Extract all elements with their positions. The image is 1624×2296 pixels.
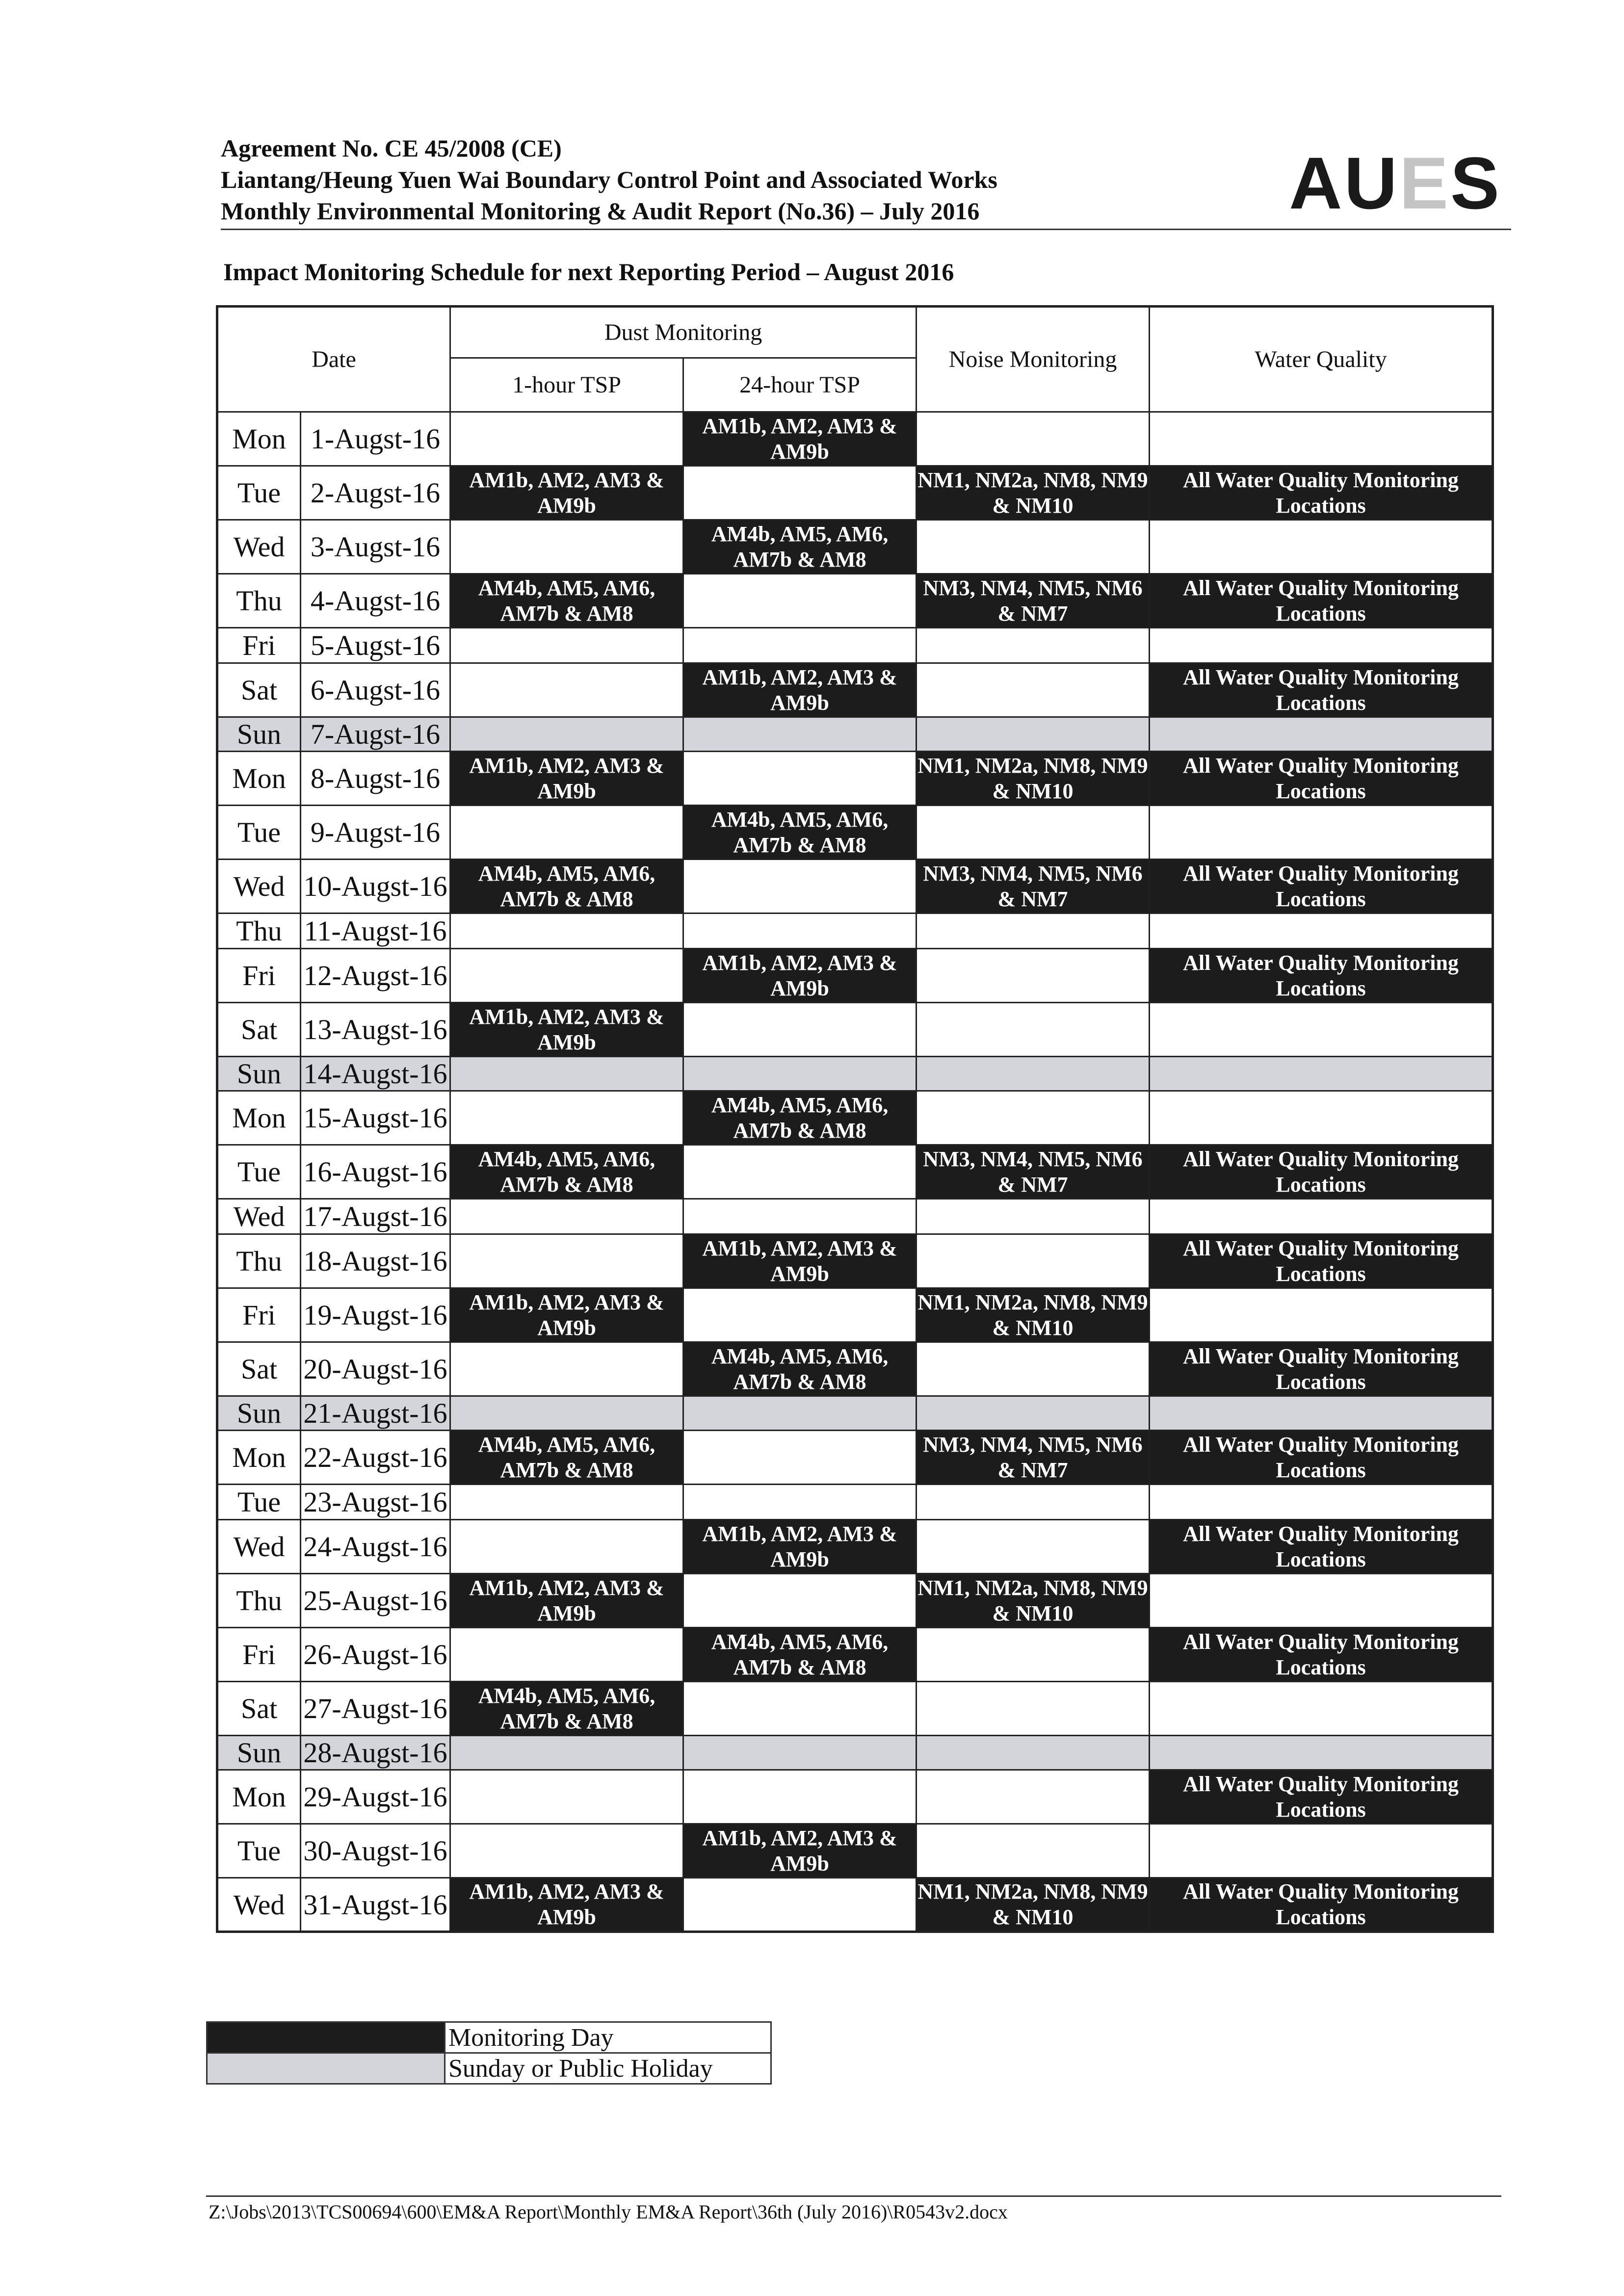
noise-cell — [917, 913, 1150, 949]
tsp1-cell — [450, 717, 683, 752]
water-cell — [1150, 1485, 1493, 1520]
date-cell: 20-Augst-16 — [301, 1342, 450, 1396]
schedule-row — [217, 1485, 1493, 1520]
file-path-footer: Z:\Jobs\2013\TCS00694\600\EM&A Report\Monthly EM&A Report\36th (July 2016)\R0543v2.docx — [209, 2201, 1008, 2223]
water-cell — [1150, 1682, 1493, 1736]
schedule-row — [217, 752, 1493, 806]
schedule-body — [217, 412, 1493, 1932]
noise-cell — [917, 1342, 1150, 1396]
day-cell: Tue — [217, 1485, 301, 1520]
noise-cell — [917, 1628, 1150, 1682]
date-cell: 19-Augst-16 — [301, 1288, 450, 1342]
tsp1-cell: AM1b, AM2, AM3 & AM9b — [450, 1288, 683, 1342]
noise-cell — [917, 1057, 1150, 1091]
day-cell: Wed — [217, 860, 301, 913]
water-cell: All Water Quality Monitoring Locations — [1150, 574, 1493, 628]
noise-cell: NM1, NM2a, NM8, NM9 & NM10 — [917, 1878, 1150, 1932]
water-cell — [1150, 1057, 1493, 1091]
tsp1-cell — [450, 628, 683, 663]
water-cell — [1150, 806, 1493, 860]
day-cell: Wed — [217, 520, 301, 574]
schedule-row — [217, 1145, 1493, 1199]
tsp1-cell — [450, 806, 683, 860]
date-cell: 23-Augst-16 — [301, 1485, 450, 1520]
water-cell: All Water Quality Monitoring Locations — [1150, 1431, 1493, 1485]
day-cell: Sat — [217, 1342, 301, 1396]
tsp1-cell: AM4b, AM5, AM6, AM7b & AM8 — [450, 860, 683, 913]
day-cell: Mon — [217, 1770, 301, 1824]
noise-cell: NM3, NM4, NM5, NM6 & NM7 — [917, 860, 1150, 913]
tsp24-cell — [683, 717, 917, 752]
day-cell: Mon — [217, 752, 301, 806]
header-dust-monitoring: Dust Monitoring — [450, 307, 917, 358]
day-cell: Thu — [217, 913, 301, 949]
noise-cell: NM3, NM4, NM5, NM6 & NM7 — [917, 574, 1150, 628]
day-cell: Wed — [217, 1878, 301, 1932]
water-cell: All Water Quality Monitoring Locations — [1150, 1878, 1493, 1932]
schedule-row — [217, 1057, 1493, 1091]
day-cell: Sun — [217, 1057, 301, 1091]
tsp24-cell: AM4b, AM5, AM6, AM7b & AM8 — [683, 806, 917, 860]
schedule-row — [217, 1824, 1493, 1878]
tsp24-cell — [683, 1736, 917, 1770]
water-cell: All Water Quality Monitoring Locations — [1150, 1770, 1493, 1824]
tsp24-cell: AM4b, AM5, AM6, AM7b & AM8 — [683, 520, 917, 574]
date-cell: 14-Augst-16 — [301, 1057, 450, 1091]
tsp1-cell — [450, 949, 683, 1003]
water-cell: All Water Quality Monitoring Locations — [1150, 1628, 1493, 1682]
tsp1-cell: AM4b, AM5, AM6, AM7b & AM8 — [450, 1682, 683, 1736]
date-cell: 17-Augst-16 — [301, 1199, 450, 1234]
water-cell: All Water Quality Monitoring Locations — [1150, 663, 1493, 717]
noise-cell — [917, 412, 1150, 466]
noise-cell: NM3, NM4, NM5, NM6 & NM7 — [917, 1431, 1150, 1485]
tsp24-cell — [683, 1288, 917, 1342]
tsp24-cell — [683, 1485, 917, 1520]
report-title: Monthly Environmental Monitoring & Audit Report (No.36) – July 2016 — [221, 197, 980, 225]
water-cell — [1150, 1003, 1493, 1057]
water-cell — [1150, 1574, 1493, 1628]
header-24hour-tsp: 24-hour TSP — [683, 358, 917, 412]
noise-cell — [917, 806, 1150, 860]
schedule-row — [217, 1199, 1493, 1234]
noise-cell: NM1, NM2a, NM8, NM9 & NM10 — [917, 752, 1150, 806]
water-cell — [1150, 717, 1493, 752]
legend-swatch-monitoring — [207, 2022, 445, 2053]
tsp1-cell: AM1b, AM2, AM3 & AM9b — [450, 1878, 683, 1932]
tsp1-cell — [450, 1396, 683, 1431]
date-cell: 26-Augst-16 — [301, 1628, 450, 1682]
noise-cell: NM1, NM2a, NM8, NM9 & NM10 — [917, 1574, 1150, 1628]
noise-cell — [917, 1770, 1150, 1824]
water-cell — [1150, 520, 1493, 574]
day-cell: Fri — [217, 1628, 301, 1682]
schedule-row — [217, 628, 1493, 663]
tsp24-cell: AM1b, AM2, AM3 & AM9b — [683, 1234, 917, 1288]
schedule-row — [217, 1003, 1493, 1057]
date-cell: 12-Augst-16 — [301, 949, 450, 1003]
tsp24-cell — [683, 574, 917, 628]
tsp1-cell — [450, 1342, 683, 1396]
tsp1-cell — [450, 1091, 683, 1145]
tsp1-cell — [450, 1736, 683, 1770]
tsp24-cell — [683, 860, 917, 913]
tsp24-cell: AM4b, AM5, AM6, AM7b & AM8 — [683, 1091, 917, 1145]
noise-cell — [917, 1824, 1150, 1878]
noise-cell — [917, 1485, 1150, 1520]
day-cell: Tue — [217, 466, 301, 520]
footer-divider — [206, 2195, 1501, 2197]
date-cell: 15-Augst-16 — [301, 1091, 450, 1145]
header-noise-monitoring: Noise Monitoring — [917, 307, 1150, 412]
schedule-row — [217, 1574, 1493, 1628]
tsp1-cell: AM4b, AM5, AM6, AM7b & AM8 — [450, 1145, 683, 1199]
date-cell: 2-Augst-16 — [301, 466, 450, 520]
tsp1-cell — [450, 1199, 683, 1234]
tsp24-cell: AM1b, AM2, AM3 & AM9b — [683, 949, 917, 1003]
day-cell: Thu — [217, 574, 301, 628]
date-cell: 4-Augst-16 — [301, 574, 450, 628]
schedule-row — [217, 913, 1493, 949]
legend-label-monitoring: Monitoring Day — [445, 2022, 771, 2053]
schedule-row — [217, 1770, 1493, 1824]
day-cell: Sat — [217, 1003, 301, 1057]
schedule-row — [217, 1628, 1493, 1682]
date-cell: 7-Augst-16 — [301, 717, 450, 752]
day-cell: Sun — [217, 1736, 301, 1770]
tsp24-cell — [683, 1770, 917, 1824]
tsp1-cell — [450, 1485, 683, 1520]
date-cell: 5-Augst-16 — [301, 628, 450, 663]
schedule-row — [217, 1288, 1493, 1342]
day-cell: Sat — [217, 663, 301, 717]
date-cell: 1-Augst-16 — [301, 412, 450, 466]
date-cell: 29-Augst-16 — [301, 1770, 450, 1824]
tsp1-cell — [450, 520, 683, 574]
day-cell: Mon — [217, 1431, 301, 1485]
date-cell: 31-Augst-16 — [301, 1878, 450, 1932]
schedule-row — [217, 574, 1493, 628]
tsp24-cell — [683, 1878, 917, 1932]
schedule-row — [217, 1342, 1493, 1396]
noise-cell: NM1, NM2a, NM8, NM9 & NM10 — [917, 1288, 1150, 1342]
water-cell — [1150, 1736, 1493, 1770]
day-cell: Wed — [217, 1520, 301, 1574]
day-cell: Thu — [217, 1234, 301, 1288]
day-cell: Fri — [217, 949, 301, 1003]
schedule-row — [217, 806, 1493, 860]
tsp1-cell — [450, 1628, 683, 1682]
header-date: Date — [217, 307, 450, 412]
noise-cell — [917, 949, 1150, 1003]
date-cell: 10-Augst-16 — [301, 860, 450, 913]
tsp24-cell: AM1b, AM2, AM3 & AM9b — [683, 1824, 917, 1878]
date-cell: 8-Augst-16 — [301, 752, 450, 806]
tsp1-cell: AM4b, AM5, AM6, AM7b & AM8 — [450, 574, 683, 628]
schedule-row — [217, 860, 1493, 913]
project-title: Liantang/Heung Yuen Wai Boundary Control Point and Associated Works — [221, 166, 997, 193]
schedule-row — [217, 1520, 1493, 1574]
date-cell: 11-Augst-16 — [301, 913, 450, 949]
aues-logo — [1289, 142, 1501, 224]
tsp1-cell — [450, 1520, 683, 1574]
schedule-row — [217, 1234, 1493, 1288]
noise-cell — [917, 717, 1150, 752]
tsp24-cell — [683, 466, 917, 520]
noise-cell — [917, 1091, 1150, 1145]
tsp1-cell — [450, 1057, 683, 1091]
schedule-row — [217, 1396, 1493, 1431]
water-cell: All Water Quality Monitoring Locations — [1150, 1234, 1493, 1288]
schedule-row — [217, 520, 1493, 574]
date-cell: 27-Augst-16 — [301, 1682, 450, 1736]
tsp24-cell — [683, 1431, 917, 1485]
water-cell: All Water Quality Monitoring Locations — [1150, 949, 1493, 1003]
noise-cell — [917, 663, 1150, 717]
tsp1-cell — [450, 1770, 683, 1824]
monitoring-schedule-table — [216, 305, 1494, 1933]
tsp1-cell: AM1b, AM2, AM3 & AM9b — [450, 466, 683, 520]
legend-swatch-holiday — [207, 2053, 445, 2084]
day-cell: Tue — [217, 806, 301, 860]
day-cell: Mon — [217, 412, 301, 466]
noise-cell: NM3, NM4, NM5, NM6 & NM7 — [917, 1145, 1150, 1199]
tsp24-cell — [683, 1199, 917, 1234]
water-cell — [1150, 1396, 1493, 1431]
water-cell — [1150, 1824, 1493, 1878]
schedule-row — [217, 466, 1493, 520]
tsp1-cell: AM4b, AM5, AM6, AM7b & AM8 — [450, 1431, 683, 1485]
noise-cell — [917, 1682, 1150, 1736]
legend-label-holiday: Sunday or Public Holiday — [445, 2053, 771, 2084]
noise-cell — [917, 1003, 1150, 1057]
noise-cell — [917, 1234, 1150, 1288]
schedule-title: Impact Monitoring Schedule for next Reporting Period – August 2016 — [223, 258, 954, 286]
date-cell: 3-Augst-16 — [301, 520, 450, 574]
tsp1-cell — [450, 663, 683, 717]
tsp24-cell: AM1b, AM2, AM3 & AM9b — [683, 412, 917, 466]
schedule-row — [217, 1431, 1493, 1485]
water-cell: All Water Quality Monitoring Locations — [1150, 860, 1493, 913]
tsp24-cell: AM1b, AM2, AM3 & AM9b — [683, 1520, 917, 1574]
tsp24-cell — [683, 1145, 917, 1199]
schedule-row — [217, 1682, 1493, 1736]
noise-cell — [917, 520, 1150, 574]
day-cell: Thu — [217, 1574, 301, 1628]
legend — [206, 2021, 772, 2085]
tsp1-cell: AM1b, AM2, AM3 & AM9b — [450, 1574, 683, 1628]
logo-part-2: E — [1399, 142, 1450, 224]
noise-cell — [917, 628, 1150, 663]
tsp1-cell — [450, 412, 683, 466]
schedule-row — [217, 412, 1493, 466]
day-cell: Tue — [217, 1145, 301, 1199]
water-cell — [1150, 1091, 1493, 1145]
water-cell — [1150, 412, 1493, 466]
schedule-row — [217, 949, 1493, 1003]
noise-cell — [917, 1396, 1150, 1431]
header-1hour-tsp: 1-hour TSP — [450, 358, 683, 412]
noise-cell — [917, 1520, 1150, 1574]
water-cell: All Water Quality Monitoring Locations — [1150, 752, 1493, 806]
noise-cell — [917, 1736, 1150, 1770]
date-cell: 18-Augst-16 — [301, 1234, 450, 1288]
date-cell: 16-Augst-16 — [301, 1145, 450, 1199]
water-cell: All Water Quality Monitoring Locations — [1150, 466, 1493, 520]
day-cell: Sun — [217, 1396, 301, 1431]
tsp24-cell: AM4b, AM5, AM6, AM7b & AM8 — [683, 1628, 917, 1682]
noise-cell — [917, 1199, 1150, 1234]
date-cell: 25-Augst-16 — [301, 1574, 450, 1628]
tsp24-cell — [683, 1574, 917, 1628]
logo-part-3: S — [1450, 142, 1501, 224]
schedule-row — [217, 1736, 1493, 1770]
tsp24-cell — [683, 1057, 917, 1091]
schedule-row — [217, 663, 1493, 717]
tsp1-cell — [450, 913, 683, 949]
noise-cell: NM1, NM2a, NM8, NM9 & NM10 — [917, 466, 1150, 520]
tsp1-cell — [450, 1234, 683, 1288]
tsp1-cell: AM1b, AM2, AM3 & AM9b — [450, 1003, 683, 1057]
day-cell: Fri — [217, 1288, 301, 1342]
tsp24-cell — [683, 752, 917, 806]
water-cell — [1150, 1199, 1493, 1234]
water-cell — [1150, 628, 1493, 663]
tsp24-cell — [683, 1682, 917, 1736]
water-cell: All Water Quality Monitoring Locations — [1150, 1342, 1493, 1396]
date-cell: 30-Augst-16 — [301, 1824, 450, 1878]
tsp24-cell — [683, 1396, 917, 1431]
day-cell: Tue — [217, 1824, 301, 1878]
date-cell: 22-Augst-16 — [301, 1431, 450, 1485]
date-cell: 24-Augst-16 — [301, 1520, 450, 1574]
date-cell: 6-Augst-16 — [301, 663, 450, 717]
schedule-row — [217, 717, 1493, 752]
day-cell: Sat — [217, 1682, 301, 1736]
water-cell: All Water Quality Monitoring Locations — [1150, 1145, 1493, 1199]
day-cell: Mon — [217, 1091, 301, 1145]
date-cell: 28-Augst-16 — [301, 1736, 450, 1770]
tsp24-cell: AM4b, AM5, AM6, AM7b & AM8 — [683, 1342, 917, 1396]
tsp24-cell — [683, 628, 917, 663]
page-header — [221, 132, 1511, 228]
tsp1-cell: AM1b, AM2, AM3 & AM9b — [450, 752, 683, 806]
header-divider — [221, 229, 1511, 230]
schedule-row — [217, 1091, 1493, 1145]
tsp24-cell — [683, 913, 917, 949]
date-cell: 13-Augst-16 — [301, 1003, 450, 1057]
tsp1-cell — [450, 1824, 683, 1878]
water-cell — [1150, 913, 1493, 949]
water-cell: All Water Quality Monitoring Locations — [1150, 1520, 1493, 1574]
agreement-number: Agreement No. CE 45/2008 (CE) — [221, 134, 562, 162]
tsp24-cell — [683, 1003, 917, 1057]
schedule-row — [217, 1878, 1493, 1932]
water-cell — [1150, 1288, 1493, 1342]
date-cell: 21-Augst-16 — [301, 1396, 450, 1431]
logo-part-1: AU — [1289, 142, 1399, 224]
date-cell: 9-Augst-16 — [301, 806, 450, 860]
tsp24-cell: AM1b, AM2, AM3 & AM9b — [683, 663, 917, 717]
day-cell: Sun — [217, 717, 301, 752]
header-water-quality: Water Quality — [1150, 307, 1493, 412]
day-cell: Wed — [217, 1199, 301, 1234]
day-cell: Fri — [217, 628, 301, 663]
